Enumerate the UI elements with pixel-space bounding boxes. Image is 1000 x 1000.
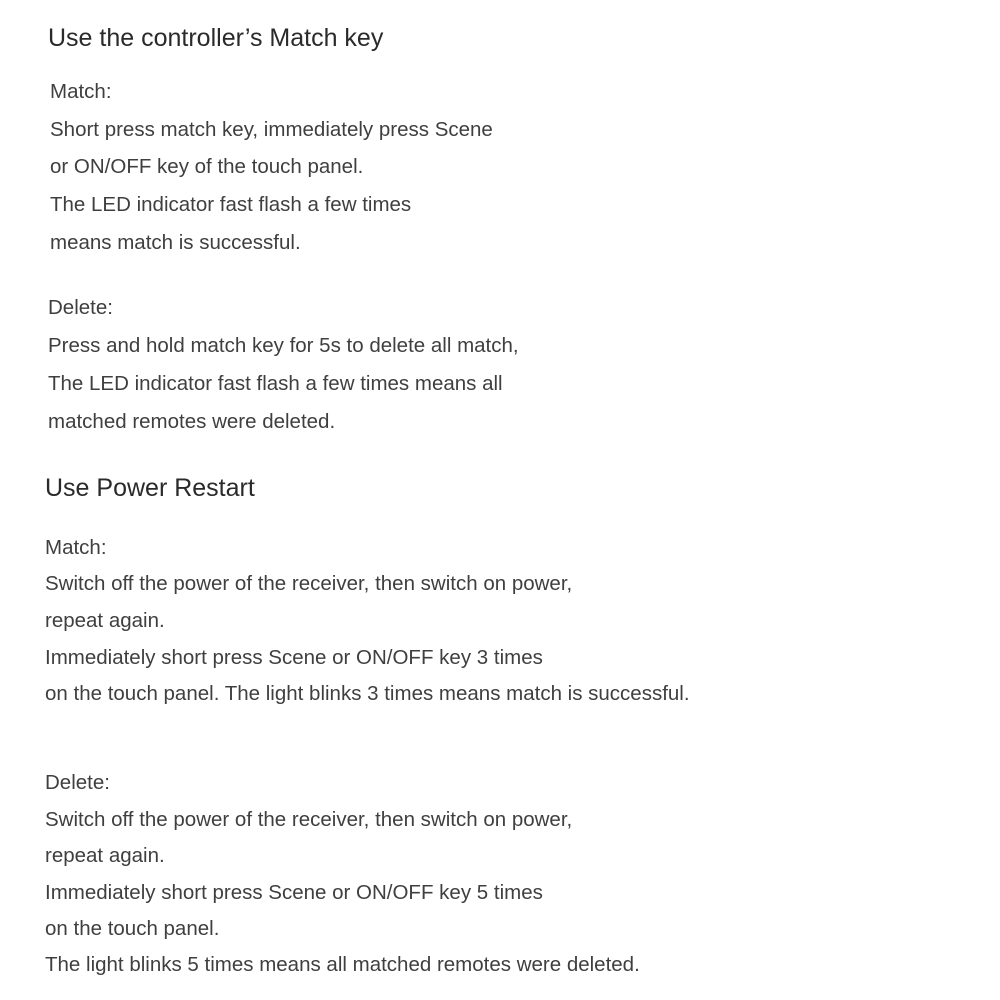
match-label: Match: <box>50 80 112 103</box>
text-line: or ON/OFF key of the touch panel. <box>50 155 364 178</box>
text-line: Switch off the power of the receiver, then switch on power, <box>45 572 573 595</box>
text-line: Immediately short press Scene or ON/OFF key 3 times <box>45 646 543 669</box>
text-line: The LED indicator fast flash a few times <box>50 193 412 216</box>
text-line: on the touch panel. The light blinks 3 times means match is successful. <box>45 682 690 705</box>
text-line: on the touch panel. <box>45 917 220 940</box>
text-line: repeat again. <box>45 609 165 632</box>
delete-label: Delete: <box>48 296 113 319</box>
text-line: Switch off the power of the receiver, then switch on power, <box>45 808 573 831</box>
text-line: repeat again. <box>45 844 165 867</box>
text-line: The LED indicator fast flash a few times means all <box>48 372 503 395</box>
text-line: The light blinks 5 times means all matched remotes were deleted. <box>45 953 640 976</box>
delete-label: Delete: <box>45 771 110 794</box>
text-line: Press and hold match key for 5s to delete all match, <box>48 334 519 357</box>
text-line: matched remotes were deleted. <box>48 410 336 433</box>
text-line: Short press match key, immediately press Scene <box>50 118 493 141</box>
text-line: means match is successful. <box>50 231 301 254</box>
text-line: Immediately short press Scene or ON/OFF key 5 times <box>45 881 543 904</box>
section-heading-power-restart: Use Power Restart <box>45 474 255 502</box>
match-label: Match: <box>45 536 107 559</box>
section-heading-match-key: Use the controller’s Match key <box>48 24 384 52</box>
